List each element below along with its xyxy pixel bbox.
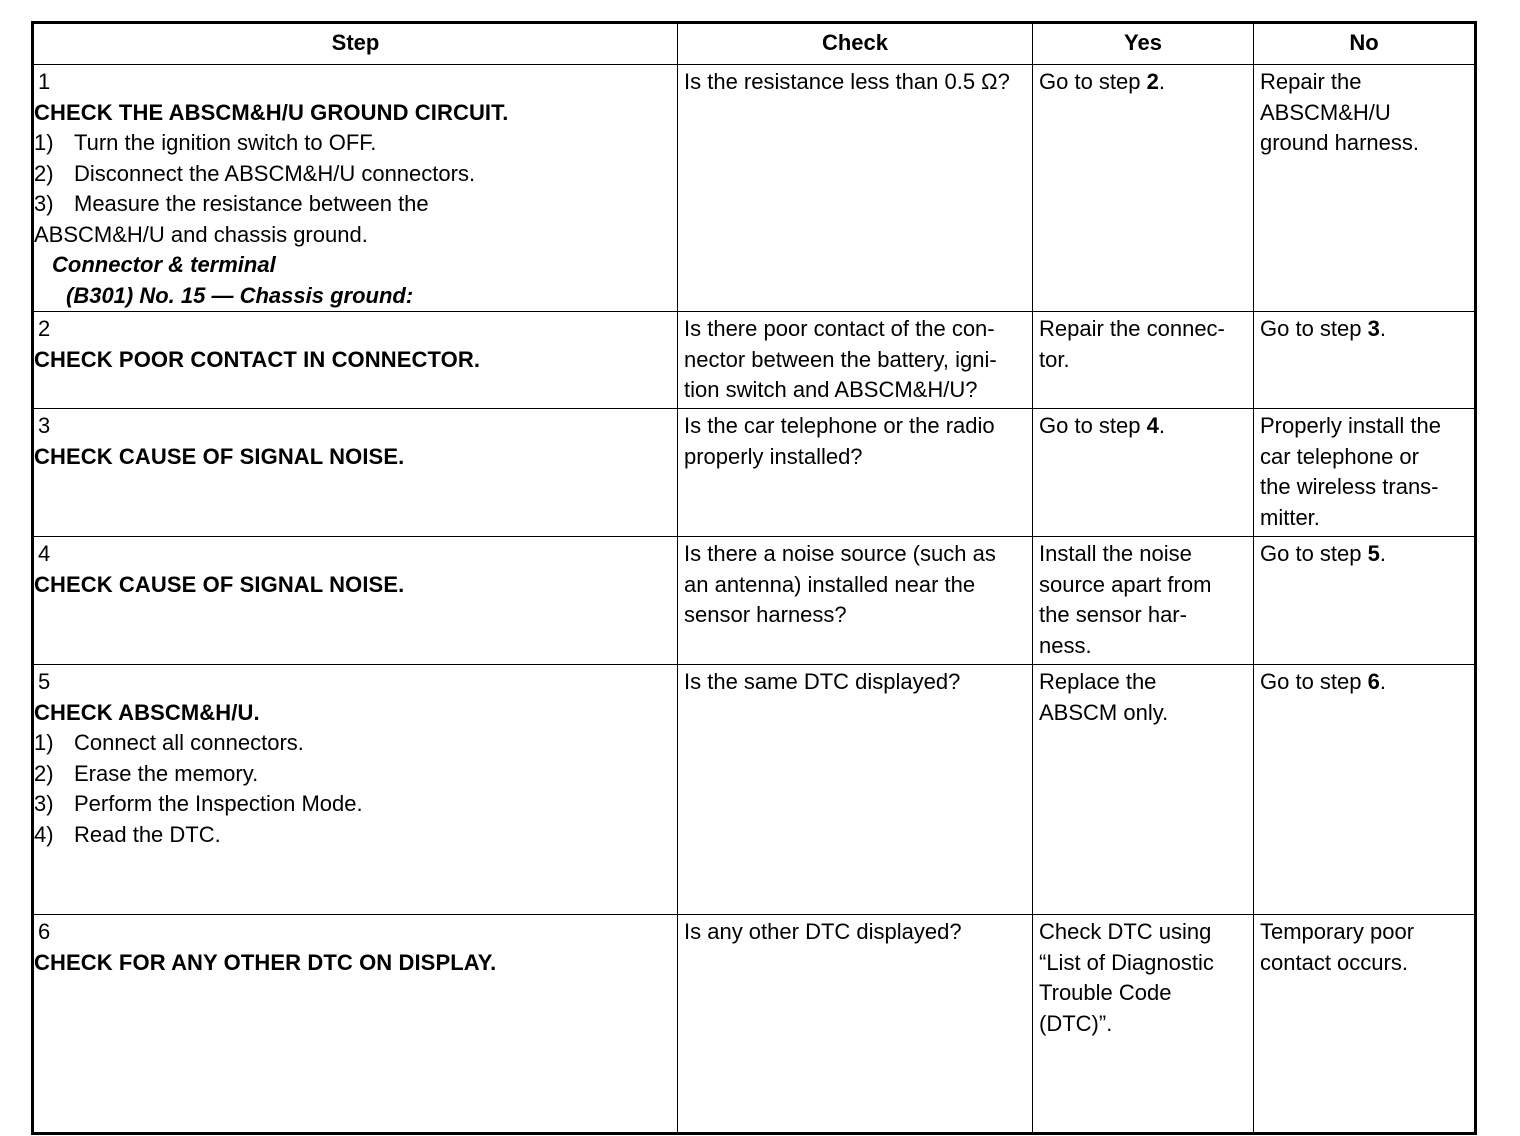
no-cell: Repair the ABSCM&H/U ground harness.: [1254, 65, 1476, 312]
substep: 4) Read the DTC.: [34, 821, 221, 847]
yes-cell: Repair the connec- tor.: [1033, 312, 1254, 409]
header-step: Step: [33, 23, 678, 65]
no-cell: Go to step 6.: [1254, 665, 1476, 915]
substep: 3) Measure the resistance between the: [34, 191, 429, 216]
step-cell: [33, 409, 678, 537]
no-cell: Properly install the car telephone or the wireless trans- mitter.: [1254, 409, 1476, 537]
step-title: CHECK THE ABSCM&H/U GROUND CIRCUIT.: [34, 99, 509, 125]
step-number: 3: [38, 413, 51, 438]
check-cell: Is the resistance less than 0.5 Ω?: [678, 65, 1033, 312]
yes-cell: Replace the ABSCM only.: [1033, 665, 1254, 915]
check-cell: Is the car telephone or the radio properly installed?: [678, 409, 1033, 537]
check-cell: Is there a noise source (such as an antenna) installed near the sensor harness?: [678, 537, 1033, 665]
step-title: CHECK POOR CONTACT IN CONNECTOR.: [34, 346, 481, 372]
spec-label: Connector & terminal: [52, 252, 276, 277]
header-yes: Yes: [1033, 23, 1254, 65]
header-no: No: [1254, 23, 1476, 65]
step-cell: [33, 665, 678, 915]
spec-value: (B301) No. 15 — Chassis ground:: [66, 282, 414, 308]
no-cell: Go to step 5.: [1254, 537, 1476, 665]
substep: 2) Erase the memory.: [34, 760, 259, 786]
step-title: CHECK FOR ANY OTHER DTC ON DISPLAY.: [34, 949, 497, 975]
step-title: CHECK CAUSE OF SIGNAL NOISE.: [34, 571, 405, 597]
step-number: 2: [38, 316, 51, 341]
table-row: [33, 537, 1476, 665]
check-cell: Is any other DTC displayed?: [678, 915, 1033, 1134]
yes-cell: Install the noise source apart from the sensor har- ness.: [1033, 537, 1254, 665]
yes-cell: Go to step 2.: [1033, 65, 1254, 312]
no-cell: Go to step 3.: [1254, 312, 1476, 409]
header-check: Check: [678, 23, 1033, 65]
table-row: [33, 915, 1476, 1134]
diagnostic-table: [31, 21, 1477, 1135]
table-row: [33, 65, 1476, 312]
step-title: CHECK CAUSE OF SIGNAL NOISE.: [34, 443, 405, 469]
step-number: 5: [38, 669, 51, 694]
table-row: [33, 312, 1476, 409]
header-row: [33, 23, 1476, 65]
yes-cell: Go to step 4.: [1033, 409, 1254, 537]
step-number: 1: [38, 69, 51, 94]
substep: 1) Turn the ignition switch to OFF.: [34, 130, 377, 155]
step-body: [34, 345, 554, 376]
check-cell: Is there poor contact of the con- nector between the battery, igni- tion switch and ABSCM&H/U?: [678, 312, 1033, 409]
substep: 1) Connect all connectors.: [34, 730, 304, 755]
step-body: [34, 948, 554, 979]
step-body: [34, 570, 554, 601]
table-row: [33, 665, 1476, 915]
step-cell: [33, 537, 678, 665]
yes-cell: Check DTC using “List of Diagnostic Trouble Code (DTC)”.: [1033, 915, 1254, 1134]
substep: 2) Disconnect the ABSCM&H/U connectors.: [34, 160, 476, 186]
no-cell: Temporary poor contact occurs.: [1254, 915, 1476, 1134]
check-cell: Is the same DTC displayed?: [678, 665, 1033, 915]
step-title: CHECK ABSCM&H/U.: [34, 699, 260, 725]
step-body: [34, 98, 554, 312]
substep-continuation: ABSCM&H/U and chassis ground.: [34, 221, 368, 247]
step-cell: [33, 915, 678, 1134]
step-body: [34, 698, 554, 851]
step-number: 6: [38, 919, 51, 944]
step-cell: [33, 65, 678, 312]
step-body: [34, 442, 554, 473]
step-cell: [33, 312, 678, 409]
table-row: [33, 409, 1476, 537]
substep: 3) Perform the Inspection Mode.: [34, 791, 363, 816]
step-number: 4: [38, 541, 51, 566]
